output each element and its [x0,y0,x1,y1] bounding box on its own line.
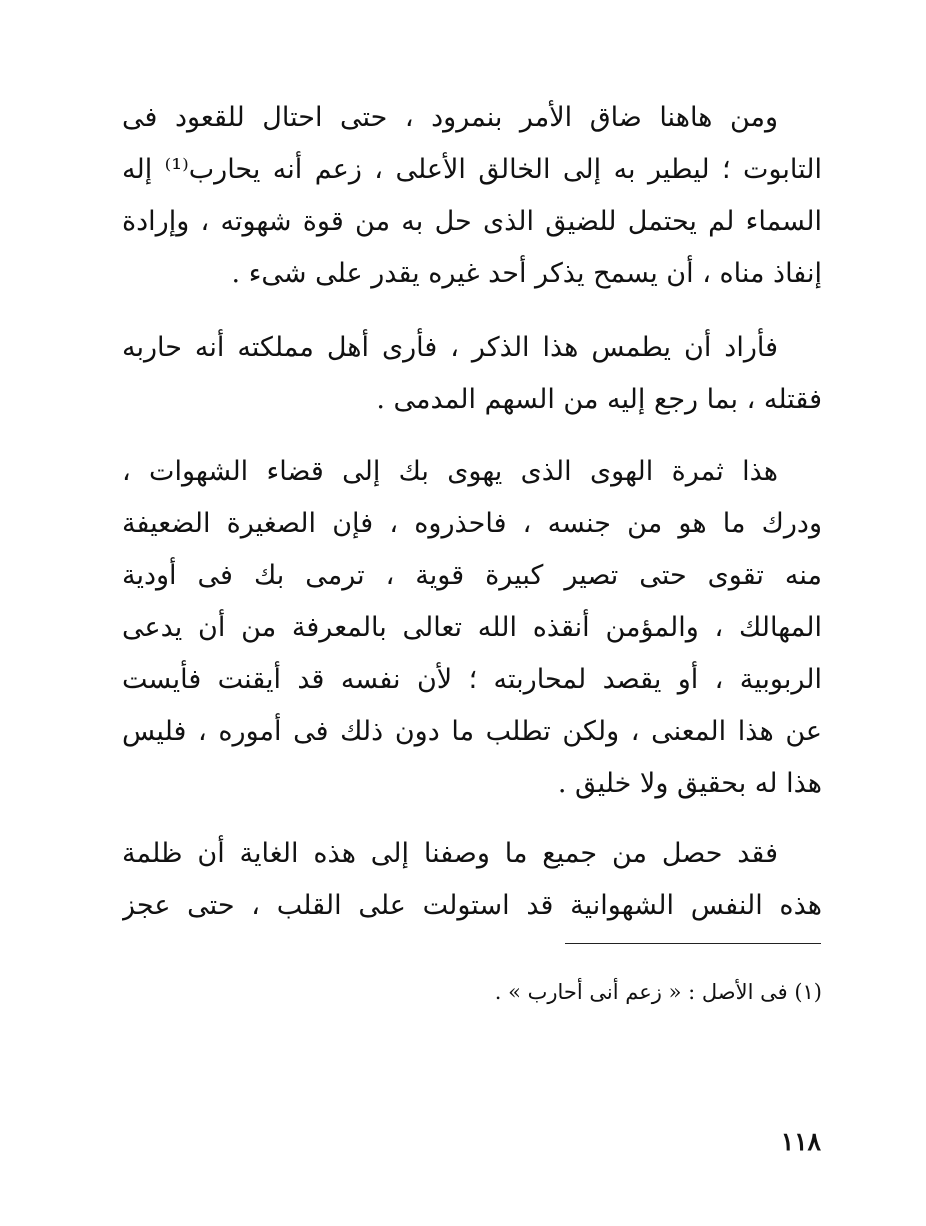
text-line: الربوبية ، أو يقصد لمحاربته ؛ لأن نفسه قد أيقنت فأيست [122,664,822,695]
paragraph-3 [122,446,822,810]
text-line: منه تقوى حتى تصير كبيرة قوية ، ترمى بك فى أودية [122,560,822,591]
text-line: ومن هاهنا ضاق الأمر بنمرود ، حتى احتال للقعود فى [122,102,778,133]
text-line: السماء لم يحتمل للضيق الذى حل به من قوة شهوته ، وإرادة [122,206,822,237]
text-line: فقد حصل من جميع ما وصفنا إلى هذه الغاية أن ظلمة [122,838,778,869]
text-line: هذا له بحقيق ولا خليق . [557,768,822,799]
text-line: فقتله ، بما رجع إليه من السهم المدمى . [376,384,822,415]
text-line: إنفاذ مناه ، أن يسمح يذكر أحد غيره يقدر على شىء . [231,258,822,289]
text-line: عن هذا المعنى ، ولكن تطلب ما دون ذلك فى أموره ، فليس [122,716,822,747]
footnote-divider [565,943,821,944]
text-line: التابوت ؛ ليطير به إلى الخالق الأعلى ، زعم أنه يحارب⁽¹⁾ إله [122,154,822,185]
text-line: هذه النفس الشهوانية قد استولت على القلب ، حتى عجز [122,890,822,921]
paragraph-2 [122,322,822,426]
paragraph-4 [122,828,822,932]
text-line: ودرك ما هو من جنسه ، فاحذروه ، فإن الصغيرة الضعيفة [122,508,822,539]
page-number: ١١٨ [780,1127,821,1156]
paragraph-1 [122,92,822,300]
text-line: المهالك ، والمؤمن أنقذه الله تعالى بالمعرفة من أن يدعى [122,612,822,643]
text-line: هذا ثمرة الهوى الذى يهوى بك إلى قضاء الشهوات ، [122,456,778,487]
text-line: فأراد أن يطمس هذا الذكر ، فأرى أهل مملكته أنه حاربه [122,332,778,363]
footnote: (١) فى الأصل : « زعم أنى أحارب » . [494,980,822,1004]
